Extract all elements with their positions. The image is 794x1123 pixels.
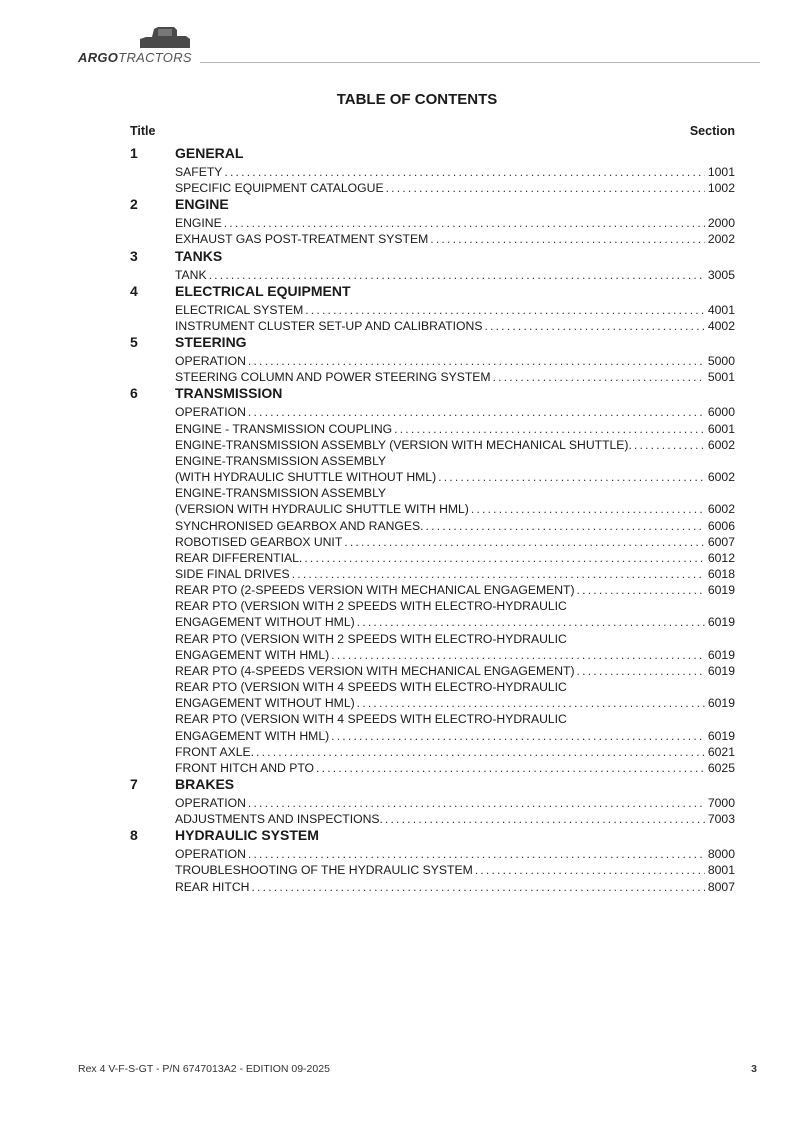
toc-entry-title: ENGINE [175, 216, 222, 231]
chapter-title: STEERING [175, 334, 247, 351]
toc-entry[interactable] [175, 453, 735, 485]
toc-entry[interactable] [175, 404, 735, 420]
toc-entry-line [175, 598, 735, 614]
toc-entry-title: ROBOTISED GEARBOX UNIT [175, 534, 343, 549]
toc-entry[interactable] [175, 663, 735, 679]
chapter-number: 5 [130, 334, 138, 351]
toc-entry-line [175, 469, 735, 485]
toc-section-number: 7000 [707, 796, 735, 810]
toc-entry-title: REAR PTO (VERSION WITH 4 SPEEDS WITH ELECTRO-HYDRAULIC [175, 712, 567, 727]
toc-section-number: 1002 [707, 181, 735, 196]
dot-leader [248, 353, 705, 369]
dot-leader [438, 469, 705, 485]
toc-section-number: 6025 [707, 760, 735, 775]
dot-leader [493, 369, 705, 385]
chapter-title: ENGINE [175, 196, 229, 213]
toc-entry-title: REAR PTO (VERSION WITH 4 SPEEDS WITH ELECTRO-HYDRAULIC [175, 680, 567, 695]
dot-leader [386, 180, 705, 196]
toc-entry-title: INSTRUMENT CLUSTER SET-UP AND CALIBRATIONS [175, 318, 483, 333]
chapter-heading [130, 827, 735, 846]
toc-section-number: 6019 [707, 615, 735, 630]
chapter-title: TRANSMISSION [175, 385, 283, 402]
toc-entry-title: ENGINE - TRANSMISSION COUPLING [175, 421, 393, 436]
dot-leader [357, 614, 705, 630]
toc-section-number: 8007 [707, 879, 735, 894]
toc-entry-title: FRONT AXLE. [175, 744, 255, 759]
toc-entry-line [175, 485, 735, 501]
toc-entry-title: ENGAGEMENT WITH HML) [175, 647, 330, 662]
toc-entry[interactable] [175, 811, 735, 827]
dot-leader [471, 501, 705, 517]
chapter-number: 2 [130, 196, 138, 213]
toc-entry-line [175, 728, 735, 744]
page-header [78, 22, 760, 70]
toc-section-number: 6002 [707, 437, 735, 452]
toc-entry-line [175, 862, 735, 878]
toc-entry-line [175, 267, 735, 283]
chapter-heading [130, 196, 735, 215]
column-section-header: Section [689, 124, 735, 138]
toc-entry-title: FRONT HITCH AND PTO [175, 760, 315, 775]
header-divider [200, 62, 760, 63]
toc-section-number: 8001 [707, 863, 735, 878]
argo-tractors-logo [78, 22, 196, 66]
chapter [130, 248, 735, 283]
toc-entry-line [175, 647, 735, 663]
toc-section-number: 6021 [707, 744, 735, 759]
toc-entry-line [175, 164, 735, 180]
toc-entry-title: SPECIFIC EQUIPMENT CATALOGUE [175, 181, 384, 196]
toc-entry[interactable] [175, 679, 735, 711]
toc-entry[interactable] [175, 353, 735, 369]
toc-section-number: 6007 [707, 534, 735, 549]
toc-entry-line [175, 437, 735, 453]
toc-entry-line [175, 879, 735, 895]
dot-leader [331, 728, 705, 744]
chapter-number: 8 [130, 827, 138, 844]
toc-entry-title: REAR PTO (4-SPEEDS VERSION WITH MECHANICAL ENGAGEMENT) [175, 663, 575, 678]
toc-entry[interactable] [175, 760, 735, 776]
toc-entry-title: EXHAUST GAS POST-TREATMENT SYSTEM [175, 232, 429, 247]
chapter-number: 7 [130, 776, 138, 792]
toc-entry[interactable] [175, 164, 735, 180]
chapter-number: 3 [130, 247, 138, 264]
chapter-number: 4 [130, 282, 138, 299]
dot-leader [385, 811, 705, 827]
toc-entry-title: (WITH HYDRAULIC SHUTTLE WITHOUT HML) [175, 470, 437, 485]
toc-entry-title: STEERING COLUMN AND POWER STEERING SYSTEM [175, 370, 491, 385]
toc-entry-line [175, 318, 735, 334]
chapter [130, 776, 735, 827]
toc-entry-line [175, 180, 735, 196]
toc-entry[interactable] [175, 318, 735, 334]
toc-entry-line [175, 518, 735, 534]
toc-entry-line [175, 663, 735, 679]
chapter [130, 283, 735, 334]
toc-entry-title: TANK [175, 267, 207, 282]
toc-section-number: 6006 [707, 518, 735, 533]
toc-entry-line [175, 614, 735, 630]
chapter-heading [130, 776, 735, 795]
toc-entry[interactable] [175, 550, 735, 566]
brand-bold: ARGO [78, 50, 119, 65]
footer-document-info: Rex 4 V-F-S-GT - P/N 6747013A2 - EDITION 09-2025 [78, 1063, 330, 1075]
toc-section-number: 6019 [707, 696, 735, 711]
dot-leader [577, 582, 705, 598]
dot-leader [292, 566, 705, 582]
toc-entry-line [175, 795, 735, 811]
toc-entry-title: ENGINE-TRANSMISSION ASSEMBLY [175, 486, 387, 501]
chapter-number: 6 [130, 385, 138, 402]
chapter-heading [130, 385, 735, 404]
page-title: TABLE OF CONTENTS [336, 91, 498, 108]
dot-leader [224, 164, 704, 180]
dot-leader [344, 534, 705, 550]
toc-entry-title: OPERATION [175, 354, 246, 369]
toc-entry-title: ENGINE-TRANSMISSION ASSEMBLY (VERSION WITH MECHANICAL SHUTTLE). [175, 437, 632, 452]
toc-entry[interactable] [175, 582, 735, 598]
dot-leader [256, 744, 705, 760]
toc-entry-line [175, 369, 735, 385]
toc-entry-line [175, 631, 735, 647]
toc-entry[interactable] [175, 231, 735, 247]
toc-entry-line [175, 679, 735, 695]
toc-entry-title: SIDE FINAL DRIVES [175, 566, 290, 581]
chapter [130, 385, 735, 776]
dot-leader [248, 846, 705, 862]
toc-entry[interactable] [175, 566, 735, 582]
toc-entry-title: OPERATION [175, 405, 246, 420]
toc-entry[interactable] [175, 267, 735, 283]
toc-entry-title: REAR PTO (VERSION WITH 2 SPEEDS WITH ELECTRO-HYDRAULIC [175, 599, 567, 614]
toc-entry-title: REAR DIFFERENTIAL. [175, 550, 303, 565]
dot-leader [426, 518, 705, 534]
toc-entry-line [175, 711, 735, 727]
toc-section-number: 4002 [707, 318, 735, 333]
dot-leader [331, 647, 705, 663]
dot-leader [634, 437, 705, 453]
toc-section-number: 6018 [707, 566, 735, 581]
toc-section-number: 6019 [707, 663, 735, 678]
toc-entry[interactable] [175, 631, 735, 663]
chapter-title: ELECTRICAL EQUIPMENT [175, 282, 351, 299]
toc-entry-line [175, 760, 735, 776]
toc-section-number: 2000 [707, 216, 735, 231]
toc-entry-line [175, 566, 735, 582]
dot-leader [430, 231, 705, 247]
toc-section-number: 1001 [707, 165, 735, 179]
toc-entry[interactable] [175, 485, 735, 517]
toc-entry[interactable] [175, 862, 735, 878]
toc-section-number: 2002 [707, 232, 735, 247]
toc-entry-line [175, 534, 735, 550]
toc-entry-title: REAR PTO (2-SPEEDS VERSION WITH MECHANICAL ENGAGEMENT) [175, 583, 575, 598]
toc-section-number: 5001 [707, 370, 735, 385]
dot-leader [475, 862, 705, 878]
toc-section-number: 6001 [707, 421, 735, 436]
dot-leader [209, 267, 705, 283]
dot-leader [484, 318, 704, 334]
toc-entry-title: REAR PTO (VERSION WITH 2 SPEEDS WITH ELECTRO-HYDRAULIC [175, 631, 567, 646]
chapter-number: 1 [130, 145, 138, 161]
toc-section-number: 6002 [707, 502, 735, 517]
toc-entry-title: ADJUSTMENTS AND INSPECTIONS. [175, 812, 383, 827]
toc-entry[interactable] [175, 421, 735, 437]
toc-entry-line [175, 302, 735, 318]
toc-entry-title: ENGAGEMENT WITHOUT HML) [175, 696, 355, 711]
tractor-icon [134, 26, 196, 50]
toc-entry-line [175, 846, 735, 862]
toc-entry-line [175, 550, 735, 566]
toc-entry[interactable] [175, 180, 735, 196]
toc-section-number: 3005 [707, 267, 735, 282]
dot-leader [248, 795, 705, 811]
dot-leader [577, 663, 705, 679]
toc-entry[interactable] [175, 518, 735, 534]
toc-entry[interactable] [175, 879, 735, 895]
toc-entry[interactable] [175, 744, 735, 760]
toc-section-number: 8000 [707, 847, 735, 862]
toc-entry-line [175, 215, 735, 231]
chapter-heading [130, 334, 735, 353]
toc-section-number: 6000 [707, 405, 735, 420]
toc-entry-line [175, 404, 735, 420]
table-of-contents [130, 145, 735, 895]
dot-leader [251, 879, 704, 895]
toc-entry-line [175, 744, 735, 760]
chapter [130, 196, 735, 247]
toc-section-number: 6019 [707, 647, 735, 662]
dot-leader [316, 760, 705, 776]
chapter-title: BRAKES [175, 776, 235, 792]
toc-entry-line [175, 421, 735, 437]
toc-entry-title: SYNCHRONISED GEARBOX AND RANGES. [175, 518, 424, 533]
dot-leader [304, 550, 705, 566]
dot-leader [305, 302, 705, 318]
toc-section-number: 6019 [707, 728, 735, 743]
toc-entry-line [175, 501, 735, 517]
toc-entry-title: TROUBLESHOOTING OF THE HYDRAULIC SYSTEM [175, 863, 473, 878]
dot-leader [224, 215, 705, 231]
toc-entry-title: ENGAGEMENT WITHOUT HML) [175, 615, 355, 630]
chapter [130, 334, 735, 385]
toc-entry-title: ENGAGEMENT WITH HML) [175, 728, 330, 743]
chapter-title: HYDRAULIC SYSTEM [175, 827, 319, 844]
toc-entry-line [175, 231, 735, 247]
toc-entry[interactable] [175, 437, 735, 453]
toc-section-number: 6002 [707, 470, 735, 485]
chapter-heading [130, 248, 735, 267]
toc-section-number: 4001 [707, 302, 735, 317]
chapter-heading [130, 145, 735, 164]
toc-entry[interactable] [175, 369, 735, 385]
toc-section-number: 5000 [707, 354, 735, 369]
toc-entry-title: OPERATION [175, 796, 246, 810]
toc-entry[interactable] [175, 215, 735, 231]
chapter [130, 145, 735, 196]
toc-entry[interactable] [175, 534, 735, 550]
toc-entry[interactable] [175, 795, 735, 811]
brand-light: TRACTORS [118, 50, 192, 65]
toc-entry[interactable] [175, 302, 735, 318]
toc-entry[interactable] [175, 598, 735, 630]
toc-entry-line [175, 811, 735, 827]
column-title-header: Title [130, 124, 156, 138]
chapter-title: TANKS [175, 247, 223, 264]
toc-entry-title: ELECTRICAL SYSTEM [175, 302, 304, 317]
dot-leader [248, 404, 705, 420]
toc-entry-line [175, 453, 735, 469]
toc-entry[interactable] [175, 846, 735, 862]
chapter-title: GENERAL [175, 145, 244, 161]
dot-leader [394, 421, 705, 437]
toc-section-number: 6012 [707, 550, 735, 565]
toc-entry-title: OPERATION [175, 847, 246, 862]
toc-entry-title: REAR HITCH [175, 879, 250, 894]
page-number: 3 [751, 1063, 757, 1075]
chapter-heading [130, 283, 735, 302]
toc-entry-line [175, 582, 735, 598]
toc-entry-title: (VERSION WITH HYDRAULIC SHUTTLE WITH HML) [175, 502, 469, 517]
toc-entry[interactable] [175, 711, 735, 743]
toc-entry-line [175, 353, 735, 369]
dot-leader [357, 695, 705, 711]
toc-entry-title: SAFETY [175, 165, 223, 179]
toc-section-number: 6019 [707, 583, 735, 598]
chapter [130, 827, 735, 894]
toc-section-number: 7003 [707, 812, 735, 827]
toc-entry-line [175, 695, 735, 711]
toc-entry-title: ENGINE-TRANSMISSION ASSEMBLY [175, 453, 387, 468]
